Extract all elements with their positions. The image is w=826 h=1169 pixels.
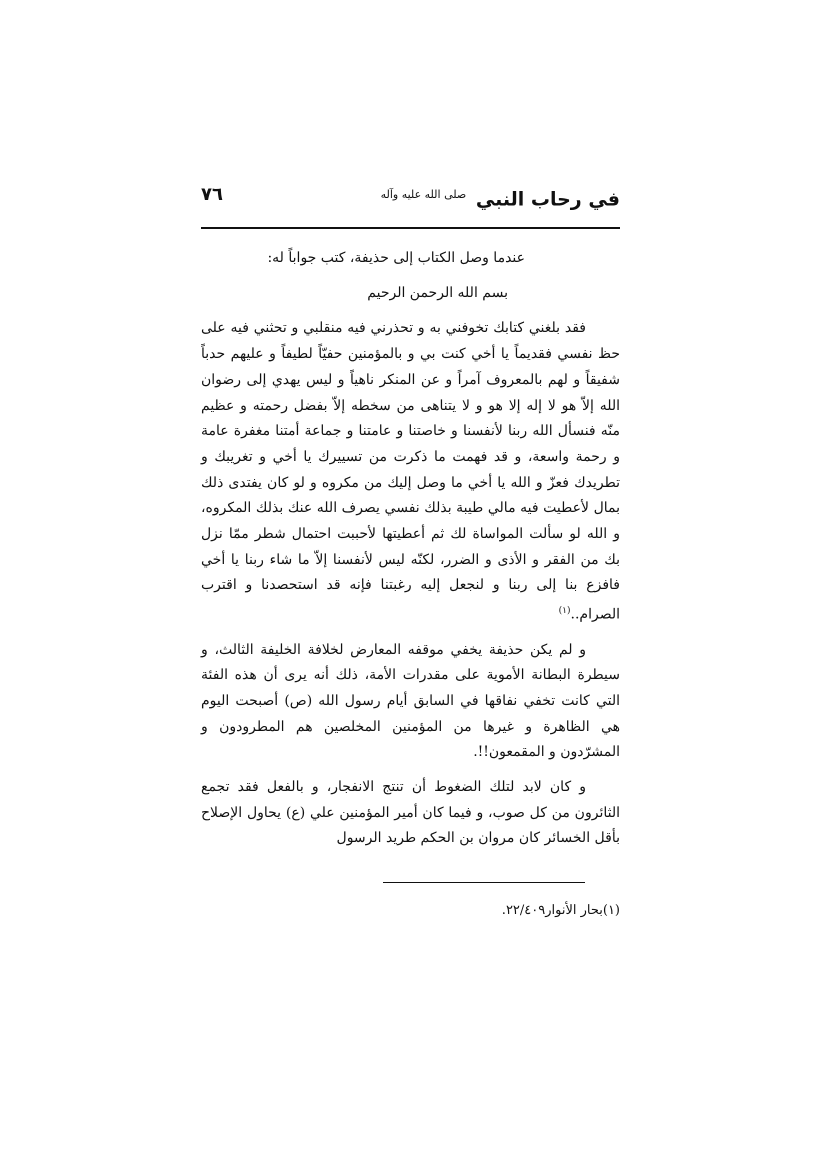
page-number: ٧٦ bbox=[201, 184, 223, 205]
footnote-reference: (١) bbox=[558, 606, 571, 617]
footnote: (١)بحار الأنوار٢٢/٤٠٩. bbox=[501, 903, 620, 918]
intro-line: عندما وصل الكتاب إلى حذيفة، كتب جواباً له: bbox=[267, 250, 525, 266]
book-title: في رحاب النبي bbox=[475, 188, 620, 211]
footnote-divider bbox=[383, 882, 585, 883]
paragraph-letter bbox=[201, 316, 620, 628]
basmala: بسم الله الرحمن الرحيم bbox=[367, 284, 508, 301]
page-header bbox=[201, 180, 620, 218]
running-title bbox=[381, 180, 620, 214]
paragraph-hudhayfa-stance: و لم يكن حذيفة يخفي موقفه المعارض لخلافة الخليفة الثالث، و سيطرة البطانة الأموية على مقدرات الأمة، ذلك أنه يرى أن هذه الفئة التي كانت تخفي نفاقها في السابق أيام رسول الله (ص) أصبحت اليوم هي الظاهرة و غيرها من المؤمنين المخلصين هم المطرودون و المشرّدون و المقمعون!!. bbox=[201, 641, 620, 761]
paragraph-letter-text: فقد بلغني كتابك تخوفني به و تحذرني فيه منقلبي و تحثني فيه على حظ نفسي فقديماً يا أخي كنت بي و بالمؤمنين حفيّاً لطيفاً و عليهم حدباً شفيقاً و لهم بالمعروف آمراً و عن المنكر ناهياً و ليس يهدي إلى رضوان الله إلاّ هو لا إله إلا هو و لا يتناهى من سخطه إلاّ بفضل رحمته و عظيم منّه فنسأل الله ربنا لأنفسنا و خاصتنا و عامتنا و جماعة أمتنا مغفرة عامة و رحمة واسعة، و قد فهمت ما ذكرت من تسييرك يا أخي و تغريبك و تطريدك فعزّ و الله يا أخي ما وصل إليك من مكروه و لو كان يفتدى ذلك بمال لأعطيت فيه مالي طيبة بذلك نفسي يصرف الله عنك بذلك المكروه، و الله لو سألت المواساة لك ثم أعطيتها لأحببت احتمال شطر ممّا نزل بك من الفقر و الأذى و الضرر، لكنّه ليس لأنفسنا إلاّ ما شاء ربنا يا أخي فافزع بنا إلى ربنا و لنجعل إليه رغبتنا فإنه قد استحصدنا و اقترب الصرام.. bbox=[201, 320, 620, 623]
honorific-glyph: صلى الله عليه وآله bbox=[380, 188, 467, 201]
header-divider bbox=[201, 227, 620, 229]
paragraph-uprising: و كان لابد لتلك الضغوط أن تنتج الانفجار، و بالفعل فقد تجمع الثائرون من كل صوب، و فيما كان أمير المؤمنين علي (ع) يحاول الإصلاح بأقل الخسائر كان مروان بن الحكم طريد الرسول bbox=[201, 779, 620, 847]
main-text bbox=[201, 246, 620, 861]
